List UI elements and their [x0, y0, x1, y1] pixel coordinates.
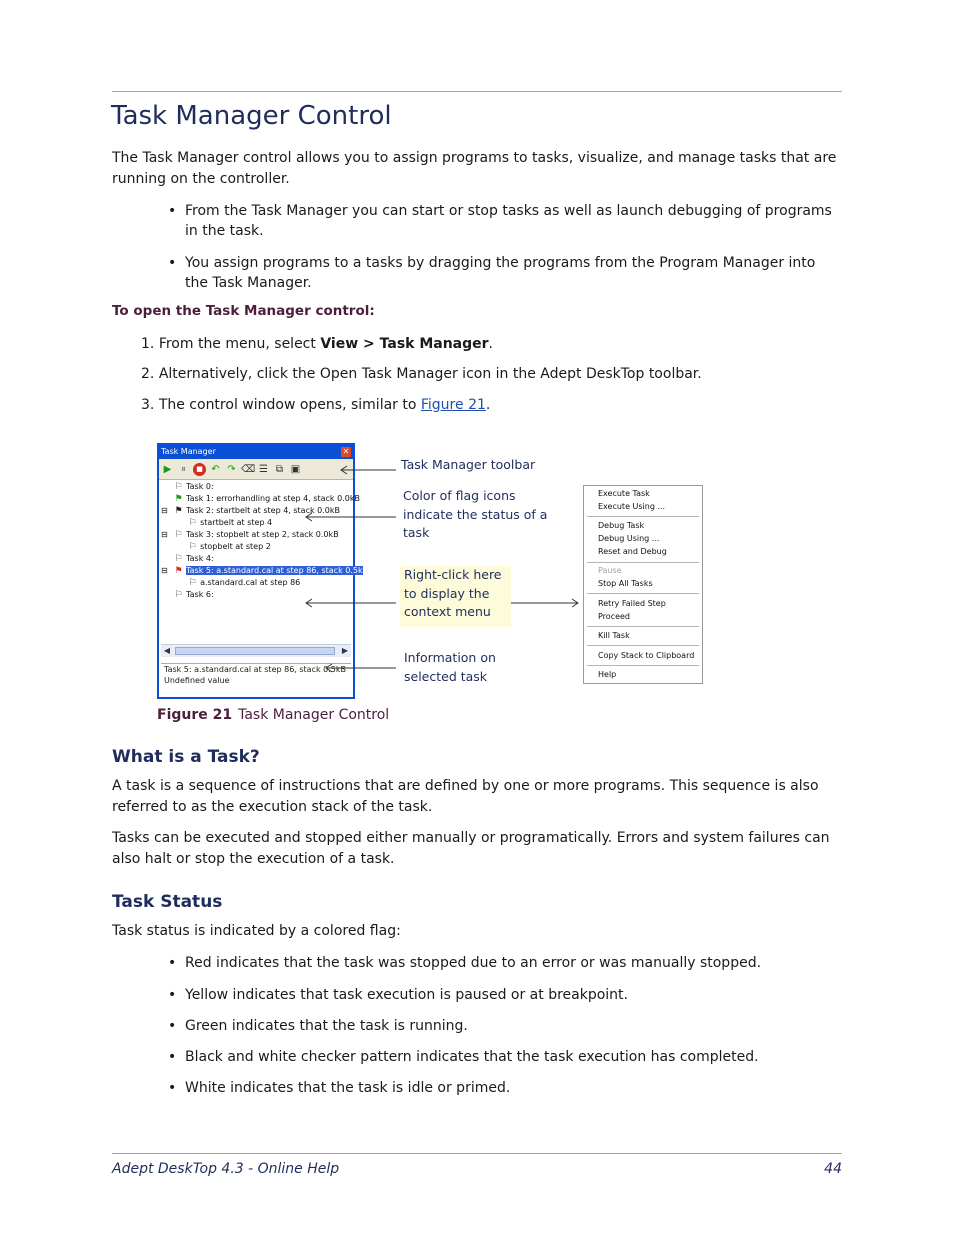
tree-row-label: a.standard.cal at step 86 — [200, 578, 301, 587]
flag-icon: ⚑ — [174, 494, 183, 504]
step-number: 1. — [141, 336, 155, 352]
menu-separator — [587, 562, 699, 563]
step-3 — [141, 395, 841, 415]
bullet-text: From the Task Manager you can start or stop tasks as well as launch debugging of programs in the task. — [185, 203, 832, 239]
horizontal-scrollbar[interactable] — [161, 644, 351, 657]
step-number: 2. — [141, 366, 155, 382]
tree-row-label: Task 3: stopbelt at step 2, stack 0.0kB — [186, 530, 339, 539]
window-titlebar — [159, 445, 353, 459]
menu-separator — [587, 593, 699, 594]
status-bullet-red — [168, 953, 840, 973]
callout-info: Information on selected task — [404, 650, 496, 684]
menu-item-help[interactable]: Help — [598, 670, 617, 679]
intro-bullet-2 — [168, 253, 840, 293]
menu-item-execute-using[interactable]: Execute Using ... — [598, 502, 666, 511]
tree-row-program[interactable] — [175, 577, 300, 589]
menu-item-pause: Pause — [598, 566, 622, 575]
menu-separator — [587, 645, 699, 646]
tree-row-label: Task 6: — [186, 590, 214, 599]
undo-icon[interactable]: ↶ — [211, 463, 220, 475]
flag-icon: ⚐ — [174, 482, 183, 492]
callout-toolbar: Task Manager toolbar — [401, 457, 536, 472]
task-info-panel — [161, 663, 351, 695]
intro-bullet-1 — [168, 201, 840, 241]
tree-row-task-0[interactable] — [161, 481, 214, 493]
tree-row-task-2[interactable] — [161, 505, 340, 517]
callout-flags: Color of flag icons indicate the status of a task — [403, 488, 548, 540]
menu-item-stop-all-tasks[interactable]: Stop All Tasks — [598, 579, 653, 588]
menu-item-reset-and-debug[interactable]: Reset and Debug — [598, 547, 667, 556]
task-status-heading: Task Status — [112, 892, 223, 912]
step-number: 3. — [141, 397, 155, 413]
bullet-dot: • — [168, 987, 177, 1003]
bullet-text: Green indicates that the task is running. — [185, 1018, 468, 1034]
expander-icon[interactable]: ⊟ — [161, 506, 168, 515]
bullet-dot: • — [168, 203, 177, 219]
redo-icon[interactable]: ↷ — [227, 463, 236, 475]
tree-row-label: stopbelt at step 2 — [200, 542, 271, 551]
figure-caption-text: Task Manager Control — [238, 707, 390, 723]
what-is-a-task-heading: What is a Task? — [112, 747, 260, 767]
menu-separator — [587, 626, 699, 627]
menu-path: View > Task Manager — [320, 336, 489, 352]
scrollbar-thumb[interactable] — [175, 647, 335, 655]
top-rule — [112, 91, 842, 92]
step-text: Alternatively, click the Open Task Manager icon in the Adept DeskTop toolbar. — [158, 366, 702, 382]
menu-item-execute-task[interactable]: Execute Task — [598, 489, 650, 498]
menu-item-debug-task[interactable]: Debug Task — [598, 521, 645, 530]
status-bullet-white — [168, 1078, 840, 1098]
flag-icon: ⚑ — [174, 566, 183, 576]
play-icon[interactable]: ▶ — [163, 463, 172, 475]
figure-caption — [157, 707, 389, 723]
scroll-left-icon[interactable]: ◀ — [163, 646, 171, 655]
step-2 — [141, 364, 841, 384]
footer-rule — [112, 1153, 842, 1154]
menu-separator — [587, 516, 699, 517]
tree-row-program[interactable] — [175, 541, 271, 553]
bullet-text: Black and white checker pattern indicates that the task execution has completed. — [185, 1049, 759, 1065]
menu-separator — [587, 665, 699, 666]
stop-icon[interactable]: ■ — [193, 463, 206, 476]
flag-icon: ⚐ — [174, 590, 183, 600]
menu-item-proceed[interactable]: Proceed — [598, 612, 631, 621]
bullet-text: You assign programs to a tasks by dragging the programs from the Program Manager into the Task Manager. — [185, 255, 816, 291]
status-bullet-green — [168, 1016, 840, 1036]
bullet-dot: • — [168, 955, 177, 971]
scroll-right-icon[interactable]: ▶ — [341, 646, 349, 655]
tree-row-label: Task 4: — [186, 554, 214, 563]
flag-icon: ⚐ — [174, 530, 183, 540]
callout-right-click: Right-click here to display the context menu — [400, 566, 511, 627]
what-paragraph-1: A task is a sequence of instructions that are defined by one or more programs. This sequence is also referred to as the execution stack of the task. — [112, 778, 819, 815]
what-paragraph-2: Tasks can be executed and stopped either manually or programatically. Errors and system failures can also halt or stop the execution of a task. — [112, 830, 830, 867]
flag-icon: ⚐ — [174, 554, 183, 564]
tree-row-program[interactable] — [175, 517, 272, 529]
tree-row-label: Task 5: a.standard.cal at step 86, stack 0.5k — [186, 566, 363, 575]
status-bullet-yellow — [168, 985, 840, 1005]
open-icon[interactable]: ▣ — [290, 463, 301, 475]
flag-icon: ⚑ — [174, 506, 183, 516]
menu-item-retry-failed-step[interactable]: Retry Failed Step — [598, 599, 666, 608]
page-title: Task Manager Control — [111, 101, 392, 131]
tree-row-label: Task 1: errorhandling at step 4, stack 0.0kB — [186, 494, 360, 503]
tree-row-label: startbelt at step 4 — [200, 518, 273, 527]
tree-row-task-5[interactable] — [161, 565, 363, 577]
task-manager-toolbar — [159, 459, 353, 480]
tree-row-task-3[interactable] — [161, 529, 339, 541]
flag-icon: ⚐ — [188, 518, 197, 528]
flag-icon: ⚐ — [188, 578, 197, 588]
menu-item-debug-using[interactable]: Debug Using ... — [598, 534, 660, 543]
open-procedure-heading: To open the Task Manager control: — [112, 303, 375, 319]
tree-row-label: Task 0: — [186, 482, 214, 491]
eraser-icon[interactable]: ⌫ — [241, 463, 256, 475]
menu-item-kill-task[interactable]: Kill Task — [598, 631, 630, 640]
task-tree — [161, 481, 363, 651]
info-line: Undefined value — [164, 676, 230, 685]
bullet-text: Red indicates that the task was stopped due to an error or was manually stopped. — [185, 955, 762, 971]
page-number: 44 — [824, 1161, 842, 1177]
status-intro: Task status is indicated by a colored flag: — [112, 923, 401, 939]
bullet-dot: • — [168, 1018, 177, 1034]
bullet-text: White indicates that the task is idle or primed. — [185, 1080, 511, 1096]
menu-item-copy-stack[interactable]: Copy Stack to Clipboard — [598, 651, 695, 660]
step-text: From the menu, select — [158, 336, 321, 352]
info-line: Task 5: a.standard.cal at step 86, stack 0.5kB — [164, 665, 346, 674]
close-icon[interactable]: ✕ — [342, 447, 350, 456]
step-period: . — [485, 397, 491, 413]
tree-row-task-1[interactable] — [161, 493, 360, 505]
copy-icon[interactable]: ⧉ — [275, 463, 284, 475]
bullet-dot: • — [168, 1049, 177, 1065]
footer-title: Adept DeskTop 4.3 - Online Help — [112, 1161, 340, 1177]
tree-row-label: Task 2: startbelt at step 4, stack 0.0kB — [186, 506, 340, 515]
tree-row-task-6[interactable] — [161, 589, 214, 601]
step-text: The control window opens, similar to — [158, 397, 421, 413]
bullet-dot: • — [168, 255, 177, 271]
task-manager-window — [157, 443, 363, 699]
step-1 — [141, 334, 841, 354]
leader-rightclick-right-arrow — [572, 599, 578, 607]
intro-paragraph: The Task Manager control allows you to assign programs to tasks, visualize, and manage tasks that are running on the controller. — [112, 150, 837, 187]
pause-icon[interactable]: ⏸ — [181, 463, 186, 475]
list-icon[interactable]: ☰ — [259, 463, 268, 475]
expander-icon[interactable]: ⊟ — [161, 566, 168, 575]
expander-icon[interactable]: ⊟ — [161, 530, 168, 539]
flag-icon: ⚐ — [188, 542, 197, 552]
figure-21-link[interactable]: Figure 21 — [420, 397, 486, 413]
window-title: Task Manager — [161, 447, 216, 456]
status-bullet-checker — [168, 1047, 840, 1067]
context-menu — [583, 485, 703, 684]
step-period: . — [488, 336, 493, 352]
tree-row-task-4[interactable] — [161, 553, 214, 565]
bullet-dot: • — [168, 1080, 177, 1096]
figure-label: Figure 21 — [157, 707, 233, 723]
bullet-text: Yellow indicates that task execution is paused or at breakpoint. — [185, 987, 628, 1003]
